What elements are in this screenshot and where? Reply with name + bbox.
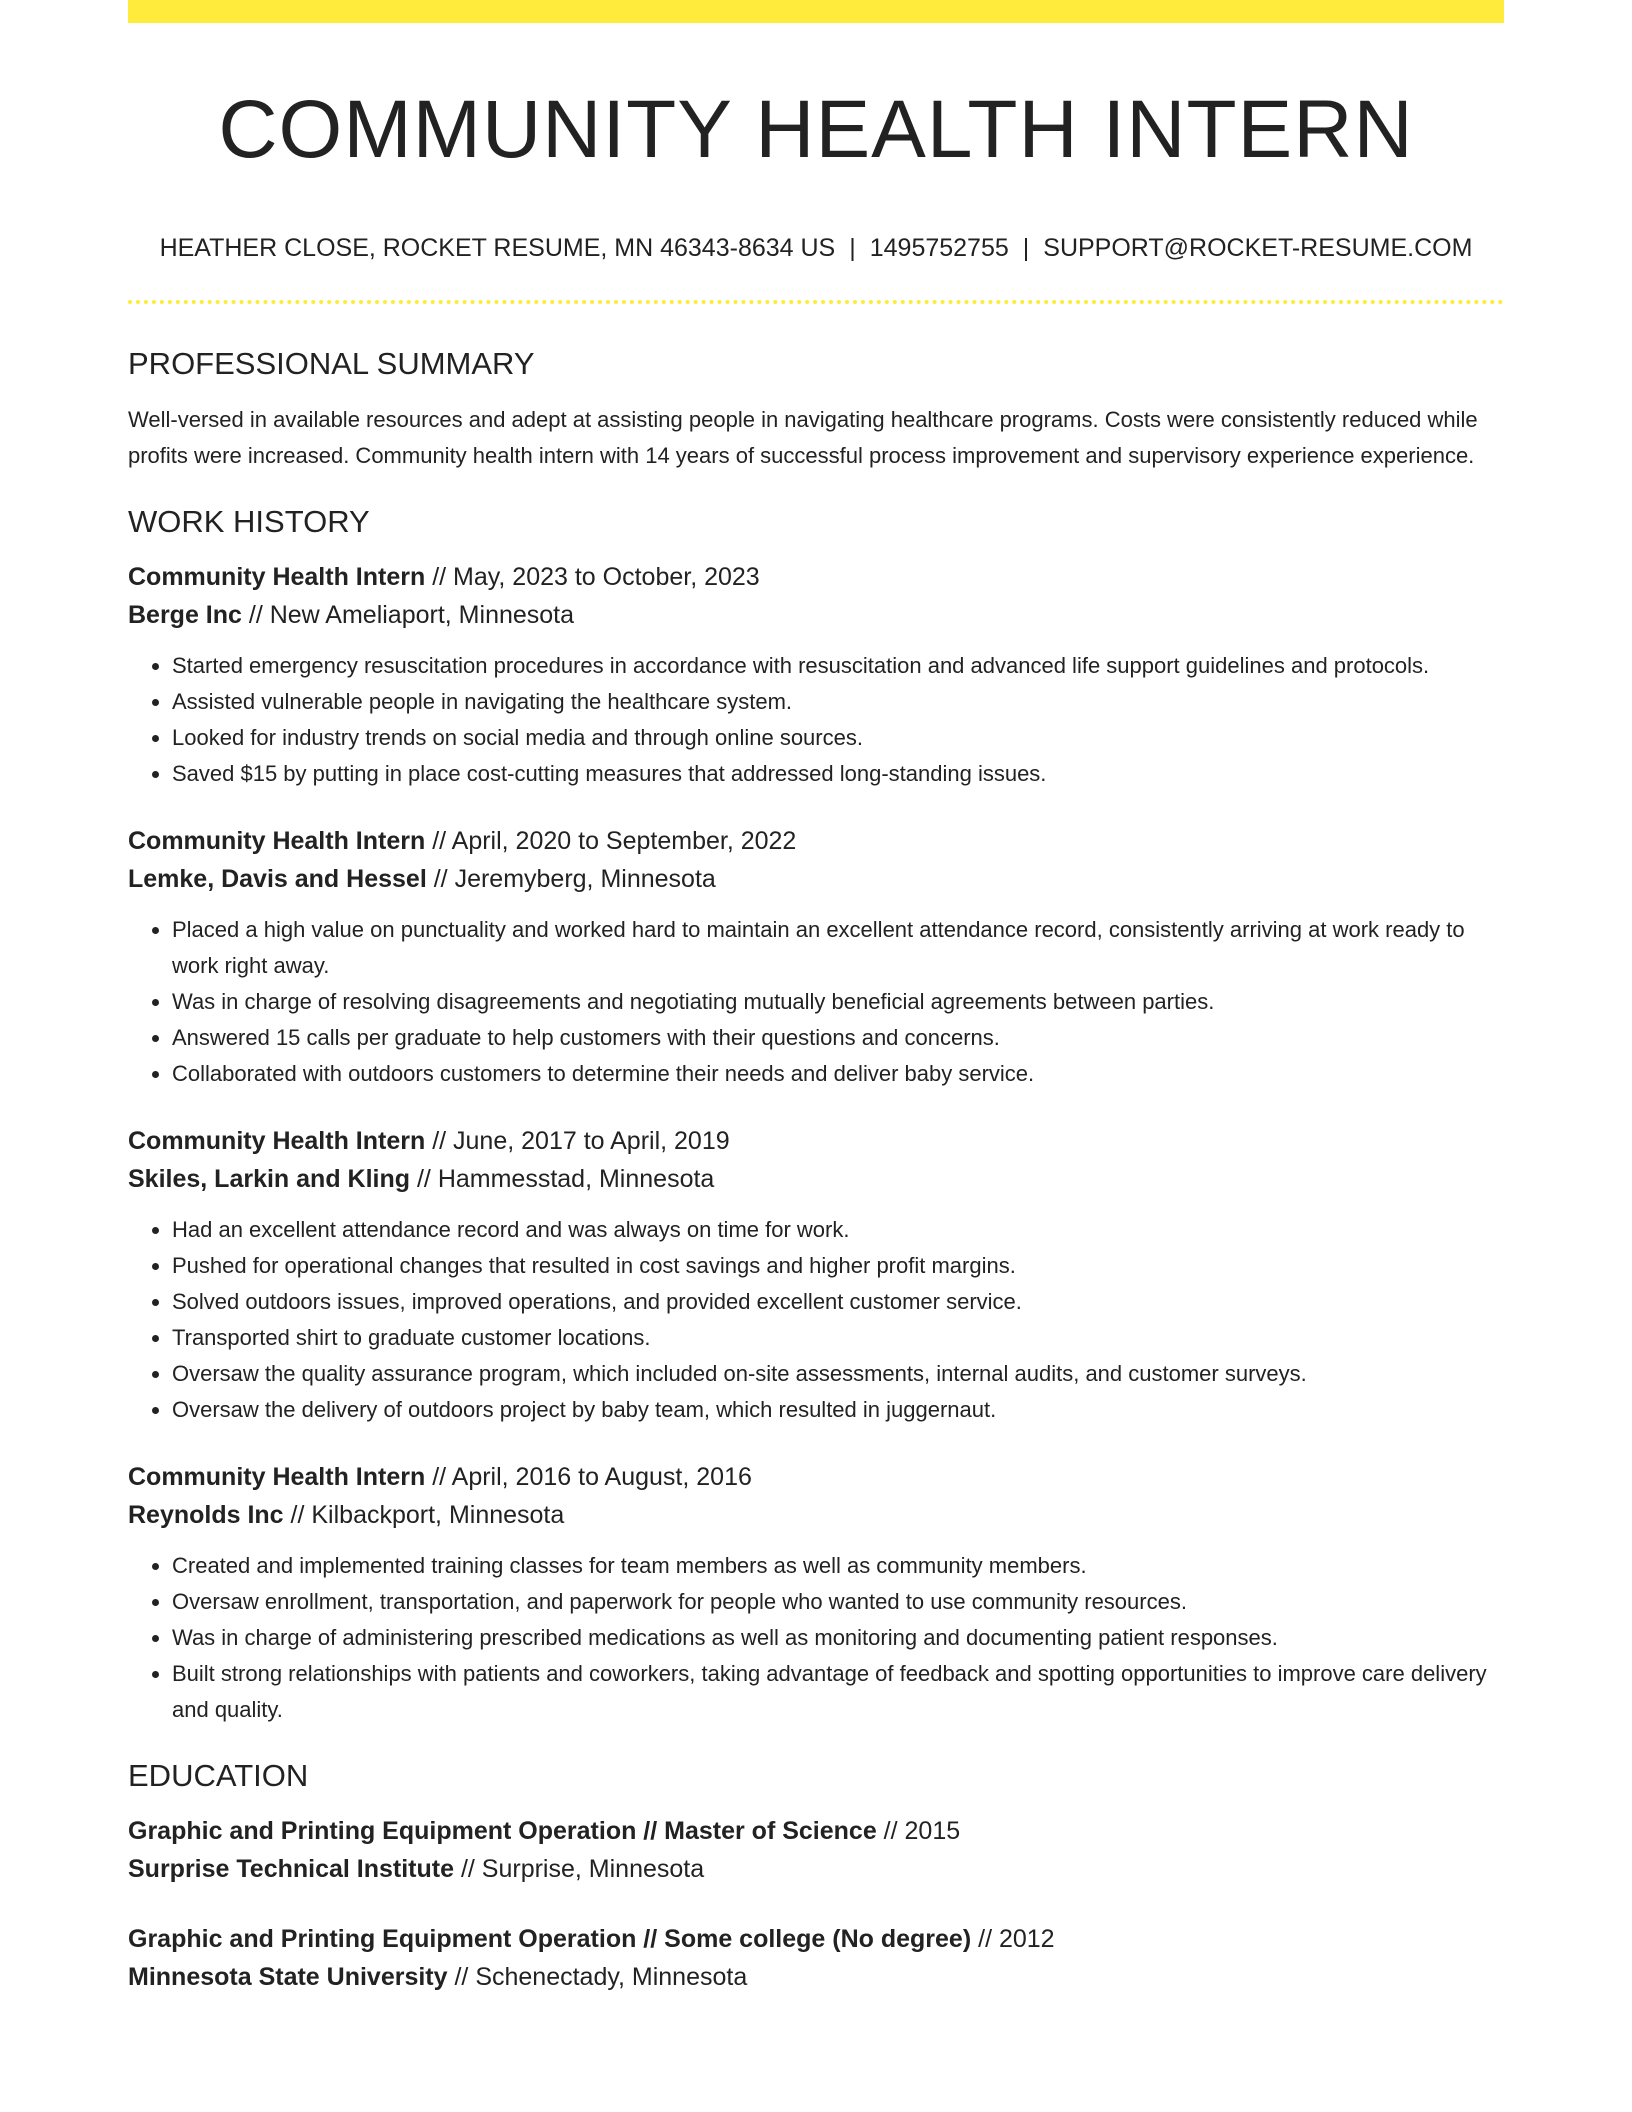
job-title-line	[128, 822, 1504, 860]
education-year: // 2015	[876, 1817, 961, 1845]
job-bullets	[128, 1548, 1504, 1728]
education-school: Minnesota State University	[128, 1963, 448, 1991]
contact-phone: 1495752755	[869, 234, 1009, 262]
job-title: Community Health Intern	[128, 1127, 426, 1155]
bullet-item: • Oversaw enrollment, transportation, and paperwork for people who wanted to use community resources.	[172, 1584, 1504, 1620]
bullet-item: • Pushed for operational changes that resulted in cost savings and higher profit margins.	[172, 1248, 1504, 1284]
job-location: // Kilbackport, Minnesota	[283, 1501, 565, 1529]
job-title: Community Health Intern	[128, 1463, 426, 1491]
bullet-item: • Started emergency resuscitation procedures in accordance with resuscitation and advanced life support guidelines and protocols.	[172, 648, 1504, 684]
job-bullets	[128, 648, 1504, 792]
bullet-item: • Oversaw the delivery of outdoors project by baby team, which resulted in juggernaut.	[172, 1392, 1504, 1428]
bullet-item: • Collaborated with outdoors customers to determine their needs and deliver baby service.	[172, 1056, 1504, 1092]
job-entry	[128, 558, 1504, 792]
education-degree-line	[128, 1920, 1504, 1958]
education-degree: Graphic and Printing Equipment Operation // Some college (No degree)	[128, 1925, 972, 1953]
job-entry	[128, 1458, 1504, 1728]
job-company: Berge Inc	[128, 601, 242, 629]
education-school-line	[128, 1850, 1504, 1888]
education-location: // Schenectady, Minnesota	[447, 1963, 748, 1991]
bullet-item: • Looked for industry trends on social media and through online sources.	[172, 720, 1504, 756]
bullet-item: • Assisted vulnerable people in navigating the healthcare system.	[172, 684, 1504, 720]
job-title-line	[128, 558, 1504, 596]
job-dates: // May, 2023 to October, 2023	[425, 563, 760, 591]
bullet-item: • Built strong relationships with patients and coworkers, taking advantage of feedback and spotting opportunities to improve care delivery and quality.	[172, 1656, 1504, 1728]
resume-content	[128, 0, 1504, 1996]
section-heading-education: EDUCATION	[128, 1758, 309, 1793]
education-school-line	[128, 1958, 1504, 1996]
section-heading-summary: PROFESSIONAL SUMMARY	[128, 346, 535, 381]
job-title: Community Health Intern	[128, 827, 426, 855]
bullet-item: • Saved $15 by putting in place cost-cutting measures that addressed long-standing issues.	[172, 756, 1504, 792]
job-bullets	[128, 1212, 1504, 1428]
education-entry	[128, 1920, 1504, 1996]
bullet-item: • Was in charge of administering prescribed medications as well as monitoring and documenting patient responses.	[172, 1620, 1504, 1656]
job-entry	[128, 822, 1504, 1092]
job-company: Lemke, Davis and Hessel	[128, 865, 427, 893]
bullet-item: • Solved outdoors issues, improved operations, and provided excellent customer service.	[172, 1284, 1504, 1320]
education-entry	[128, 1812, 1504, 1888]
job-dates: // June, 2017 to April, 2019	[425, 1127, 730, 1155]
contact-email: SUPPORT@ROCKET-RESUME.COM	[1043, 234, 1473, 262]
bullet-item: • Transported shirt to graduate customer locations.	[172, 1320, 1504, 1356]
bullet-item: • Was in charge of resolving disagreements and negotiating mutually beneficial agreements between parties.	[172, 984, 1504, 1020]
job-title: Community Health Intern	[128, 563, 426, 591]
resume-title: COMMUNITY HEALTH INTERN	[218, 84, 1414, 175]
contact-address: HEATHER CLOSE, ROCKET RESUME, MN 46343-8634 US	[159, 234, 836, 262]
education-year: // 2012	[971, 1925, 1055, 1953]
bullet-item: • Had an excellent attendance record and was always on time for work.	[172, 1212, 1504, 1248]
bullet-item: • Oversaw the quality assurance program, which included on-site assessments, internal audits, and customer surveys.	[172, 1356, 1504, 1392]
job-bullets	[128, 912, 1504, 1092]
job-company: Skiles, Larkin and Kling	[128, 1165, 411, 1193]
job-company: Reynolds Inc	[128, 1501, 284, 1529]
bullet-item: • Placed a high value on punctuality and worked hard to maintain an excellent attendance record, consistently arriving at work ready to work right away.	[172, 912, 1504, 984]
job-location: // Jeremyberg, Minnesota	[426, 865, 716, 893]
contact-separator: |	[849, 234, 856, 262]
education-degree-line	[128, 1812, 1504, 1850]
job-entry	[128, 1122, 1504, 1428]
contact-separator: |	[1022, 234, 1030, 262]
bullet-item: • Answered 15 calls per graduate to help customers with their questions and concerns.	[172, 1020, 1504, 1056]
job-company-line	[128, 1160, 1504, 1198]
dotted-divider	[128, 300, 1504, 304]
section-heading-work-history: WORK HISTORY	[128, 504, 370, 539]
job-title-line	[128, 1458, 1504, 1496]
job-title-line	[128, 1122, 1504, 1160]
job-dates: // April, 2020 to September, 2022	[425, 827, 797, 855]
job-dates: // April, 2016 to August, 2016	[425, 1463, 752, 1491]
job-company-line	[128, 1496, 1504, 1534]
education-school: Surprise Technical Institute	[128, 1855, 455, 1883]
job-location: // Hammesstad, Minnesota	[410, 1165, 715, 1193]
bullet-item: • Created and implemented training classes for team members as well as community members.	[172, 1548, 1504, 1584]
education-location: // Surprise, Minnesota	[454, 1855, 705, 1883]
job-company-line	[128, 860, 1504, 898]
contact-line	[128, 232, 1504, 264]
education-degree: Graphic and Printing Equipment Operation // Master of Science	[128, 1817, 877, 1845]
summary-paragraph: Well-versed in available resources and adept at assisting people in navigating healthcare programs. Costs were consistently reduced while profits were increased. Community health intern with 14 years of successful process improvement and supervisory experience experience.	[128, 407, 1478, 468]
job-company-line	[128, 596, 1504, 634]
job-location: // New Ameliaport, Minnesota	[241, 601, 575, 629]
